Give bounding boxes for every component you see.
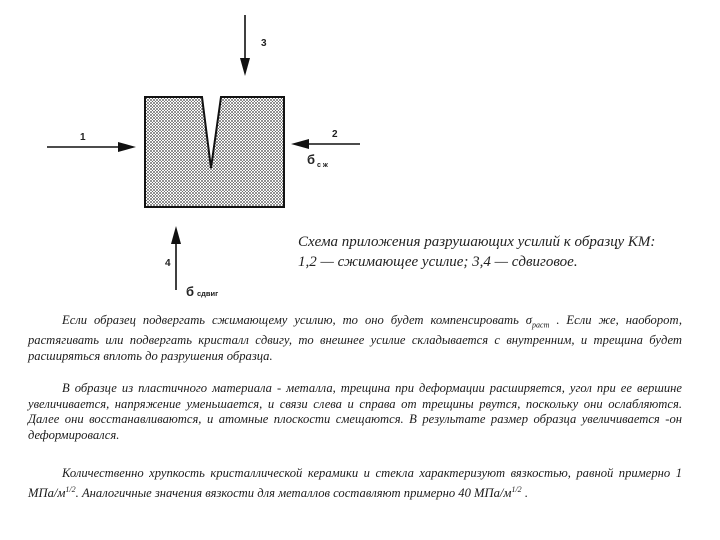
arrow-4 xyxy=(171,226,181,290)
paragraph-3-text-c: . xyxy=(521,485,528,500)
specimen-block xyxy=(145,97,284,207)
paragraph-1-subscript: раст xyxy=(532,320,550,330)
paragraph-2-text: В образце из пластичного материала - металла, трещина при деформации расширяется, угол при ее вершине увеличивается, напряжение уменьшается, и связи слева и справа от трещины рвутся, поскольку они ослабляются. Далее они восстанавливаются, и атомные плоскости смещаются. В результате размер образца увеличивается -он деформировался. xyxy=(28,381,682,442)
paragraph-3-sup-2: 1/2 xyxy=(511,484,522,494)
diagram-caption xyxy=(298,232,703,272)
caption-line-1: Схема приложения разрушающих усилий к образцу КМ: xyxy=(298,234,656,250)
label-2: 2 xyxy=(332,129,338,140)
arrow-2 xyxy=(291,139,360,149)
paragraph-1 xyxy=(28,313,682,364)
sigma-shear-label: б xyxy=(186,284,195,299)
sigma-shear-subscript: сдвиг xyxy=(197,289,219,298)
caption-line-2: 1,2 — сжимающее усилие; 3,4 — сдвиговое. xyxy=(298,254,578,270)
sigma-compression-subscript: с ж xyxy=(317,162,328,169)
paragraph-3-text-a: Количественно хрупкость кристаллической керамики и стекла характеризуют вязкостью, равной примерно 1 МПа/м xyxy=(28,466,682,500)
arrow-1 xyxy=(47,142,136,152)
sigma-compression-label: б xyxy=(307,152,316,167)
label-1: 1 xyxy=(80,132,86,143)
paragraph-2 xyxy=(28,381,682,443)
paragraph-1-text-b: . Если же, наоборот, растягивать или подвергать кристалл сдвигу, то внешнее усилие складывается с внутренним, и трещина будет расширяться вплоть до разрушения образца. xyxy=(28,313,682,363)
paragraph-1-text-a: Если образец подвергать сжимающему усилию, то оно будет компенсировать σ xyxy=(62,313,533,327)
arrow-3 xyxy=(240,15,250,76)
label-4: 4 xyxy=(165,258,171,269)
paragraph-3-text-b: . Аналогичные значения вязкости для металлов составляют примерно 40 МПа/м xyxy=(75,485,512,500)
paragraph-3 xyxy=(28,466,682,501)
paragraph-3-sup-1: 1/2 xyxy=(65,484,76,494)
label-3: 3 xyxy=(261,38,267,49)
